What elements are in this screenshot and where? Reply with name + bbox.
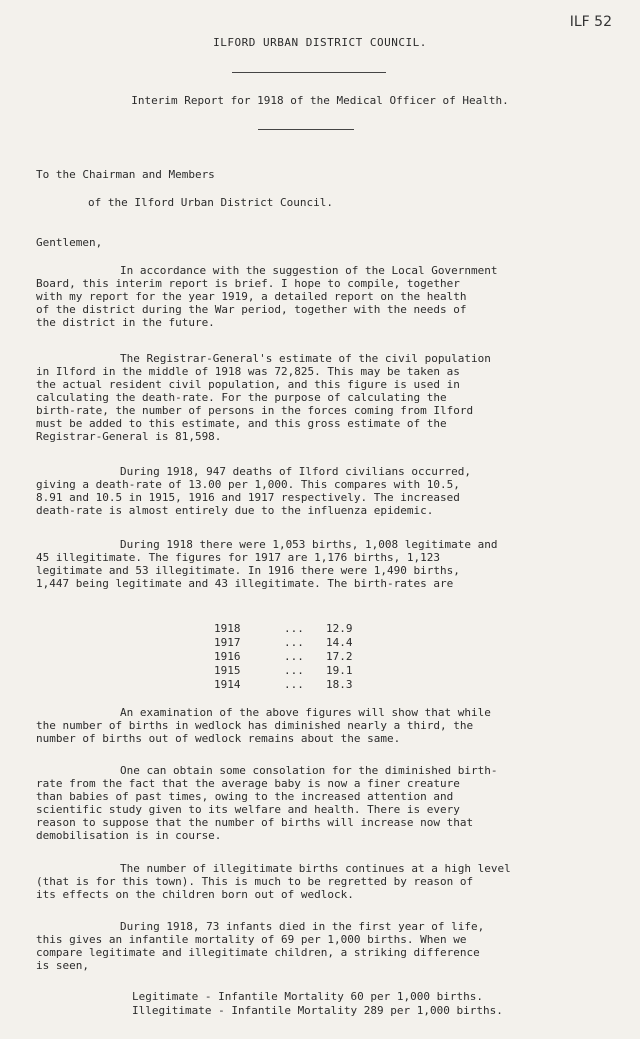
birth-rate-leader: ... bbox=[284, 650, 304, 663]
birth-rate-year: 1915 bbox=[214, 664, 241, 677]
birth-rate-row bbox=[214, 622, 366, 635]
birth-rate-year: 1917 bbox=[214, 636, 241, 649]
birth-rate-row bbox=[214, 636, 366, 649]
birth-rate-leader: ... bbox=[284, 636, 304, 649]
illegitimate-mortality: Illegitimate - Infantile Mortality 289 per 1,000 births. bbox=[132, 1004, 503, 1017]
birth-rate-value: 14.4 bbox=[326, 636, 353, 649]
address-line-1: To the Chairman and Members bbox=[36, 168, 215, 181]
birth-rate-leader: ... bbox=[284, 664, 304, 677]
birth-rate-value: 12.9 bbox=[326, 622, 353, 635]
paragraph-5: An examination of the above figures will show that while the number of births in wedlock has diminished nearly a third, the number of births out of wedlock remains about the same. bbox=[36, 706, 491, 745]
paragraph-3: During 1918, 947 deaths of Ilford civilians occurred, giving a death-rate of 13.00 per 1,000. This compares with 10.5, 8.91 and 10.5 in 1915, 1916 and 1917 respectively. The increased death-rate is almost entirely due to the influenza epidemic. bbox=[36, 465, 471, 517]
archive-reference: ILF 52 bbox=[569, 14, 612, 30]
report-title: Interim Report for 1918 of the Medical Officer of Health. bbox=[131, 94, 509, 107]
paragraph-6: One can obtain some consolation for the diminished birth- rate from the fact that the average baby is now a finer creature than babies of past times, owing to the increased attention and scientific study given to its welfare and health. There is every reason to suppose that the number of births will increase now that demobilisation is in course. bbox=[36, 764, 498, 842]
birth-rate-value: 19.1 bbox=[326, 664, 353, 677]
birth-rate-year: 1914 bbox=[214, 678, 241, 691]
birth-rate-row bbox=[214, 650, 366, 663]
legitimate-mortality: Legitimate - Infantile Mortality 60 per 1,000 births. bbox=[132, 990, 483, 1003]
birth-rate-year: 1916 bbox=[214, 650, 241, 663]
salutation: Gentlemen, bbox=[36, 236, 103, 249]
birth-rate-value: 18.3 bbox=[326, 678, 353, 691]
paragraph-1: In accordance with the suggestion of the Local Government Board, this interim report is brief. I hope to compile, together with my report for the year 1919, a detailed report on the health of the district during the War period, together with the needs of the district in the future. bbox=[36, 264, 498, 329]
address-line-2: of the Ilford Urban District Council. bbox=[88, 196, 334, 209]
birth-rate-value: 17.2 bbox=[326, 650, 353, 663]
birth-rate-leader: ... bbox=[284, 622, 304, 635]
birth-rate-row bbox=[214, 678, 366, 691]
subtitle-rule bbox=[258, 129, 354, 130]
birth-rate-leader: ... bbox=[284, 678, 304, 691]
title-rule bbox=[232, 72, 386, 73]
paragraph-4: During 1918 there were 1,053 births, 1,008 legitimate and 45 illegitimate. The figures for 1917 are 1,176 births, 1,123 legitimate and 53 illegitimate. In 1916 there were 1,490 births, 1,447 being legitimate and 43 illegitimate. The birth-rates are bbox=[36, 538, 498, 590]
paragraph-8: During 1918, 73 infants died in the first year of life, this gives an infantile mortality of 69 per 1,000 births. When we compare legitimate and illegitimate children, a striking difference is seen, bbox=[36, 920, 485, 972]
council-title: ILFORD URBAN DISTRICT COUNCIL. bbox=[213, 36, 427, 49]
birth-rate-year: 1918 bbox=[214, 622, 241, 635]
paragraph-2: The Registrar-General's estimate of the civil population in Ilford in the middle of 1918 was 72,825. This may be taken as the actual resident civil population, and this figure is used in calculating the death-rate. For the purpose of calculating the birth-rate, the number of persons in the forces coming from Ilford must be added to this estimate, and this gross estimate of the Registrar-General is 81,598. bbox=[36, 352, 491, 443]
paragraph-7: The number of illegitimate births continues at a high level (that is for this town). This is much to be regretted by reason of its effects on the children born out of wedlock. bbox=[36, 862, 511, 901]
birth-rate-row bbox=[214, 664, 366, 677]
